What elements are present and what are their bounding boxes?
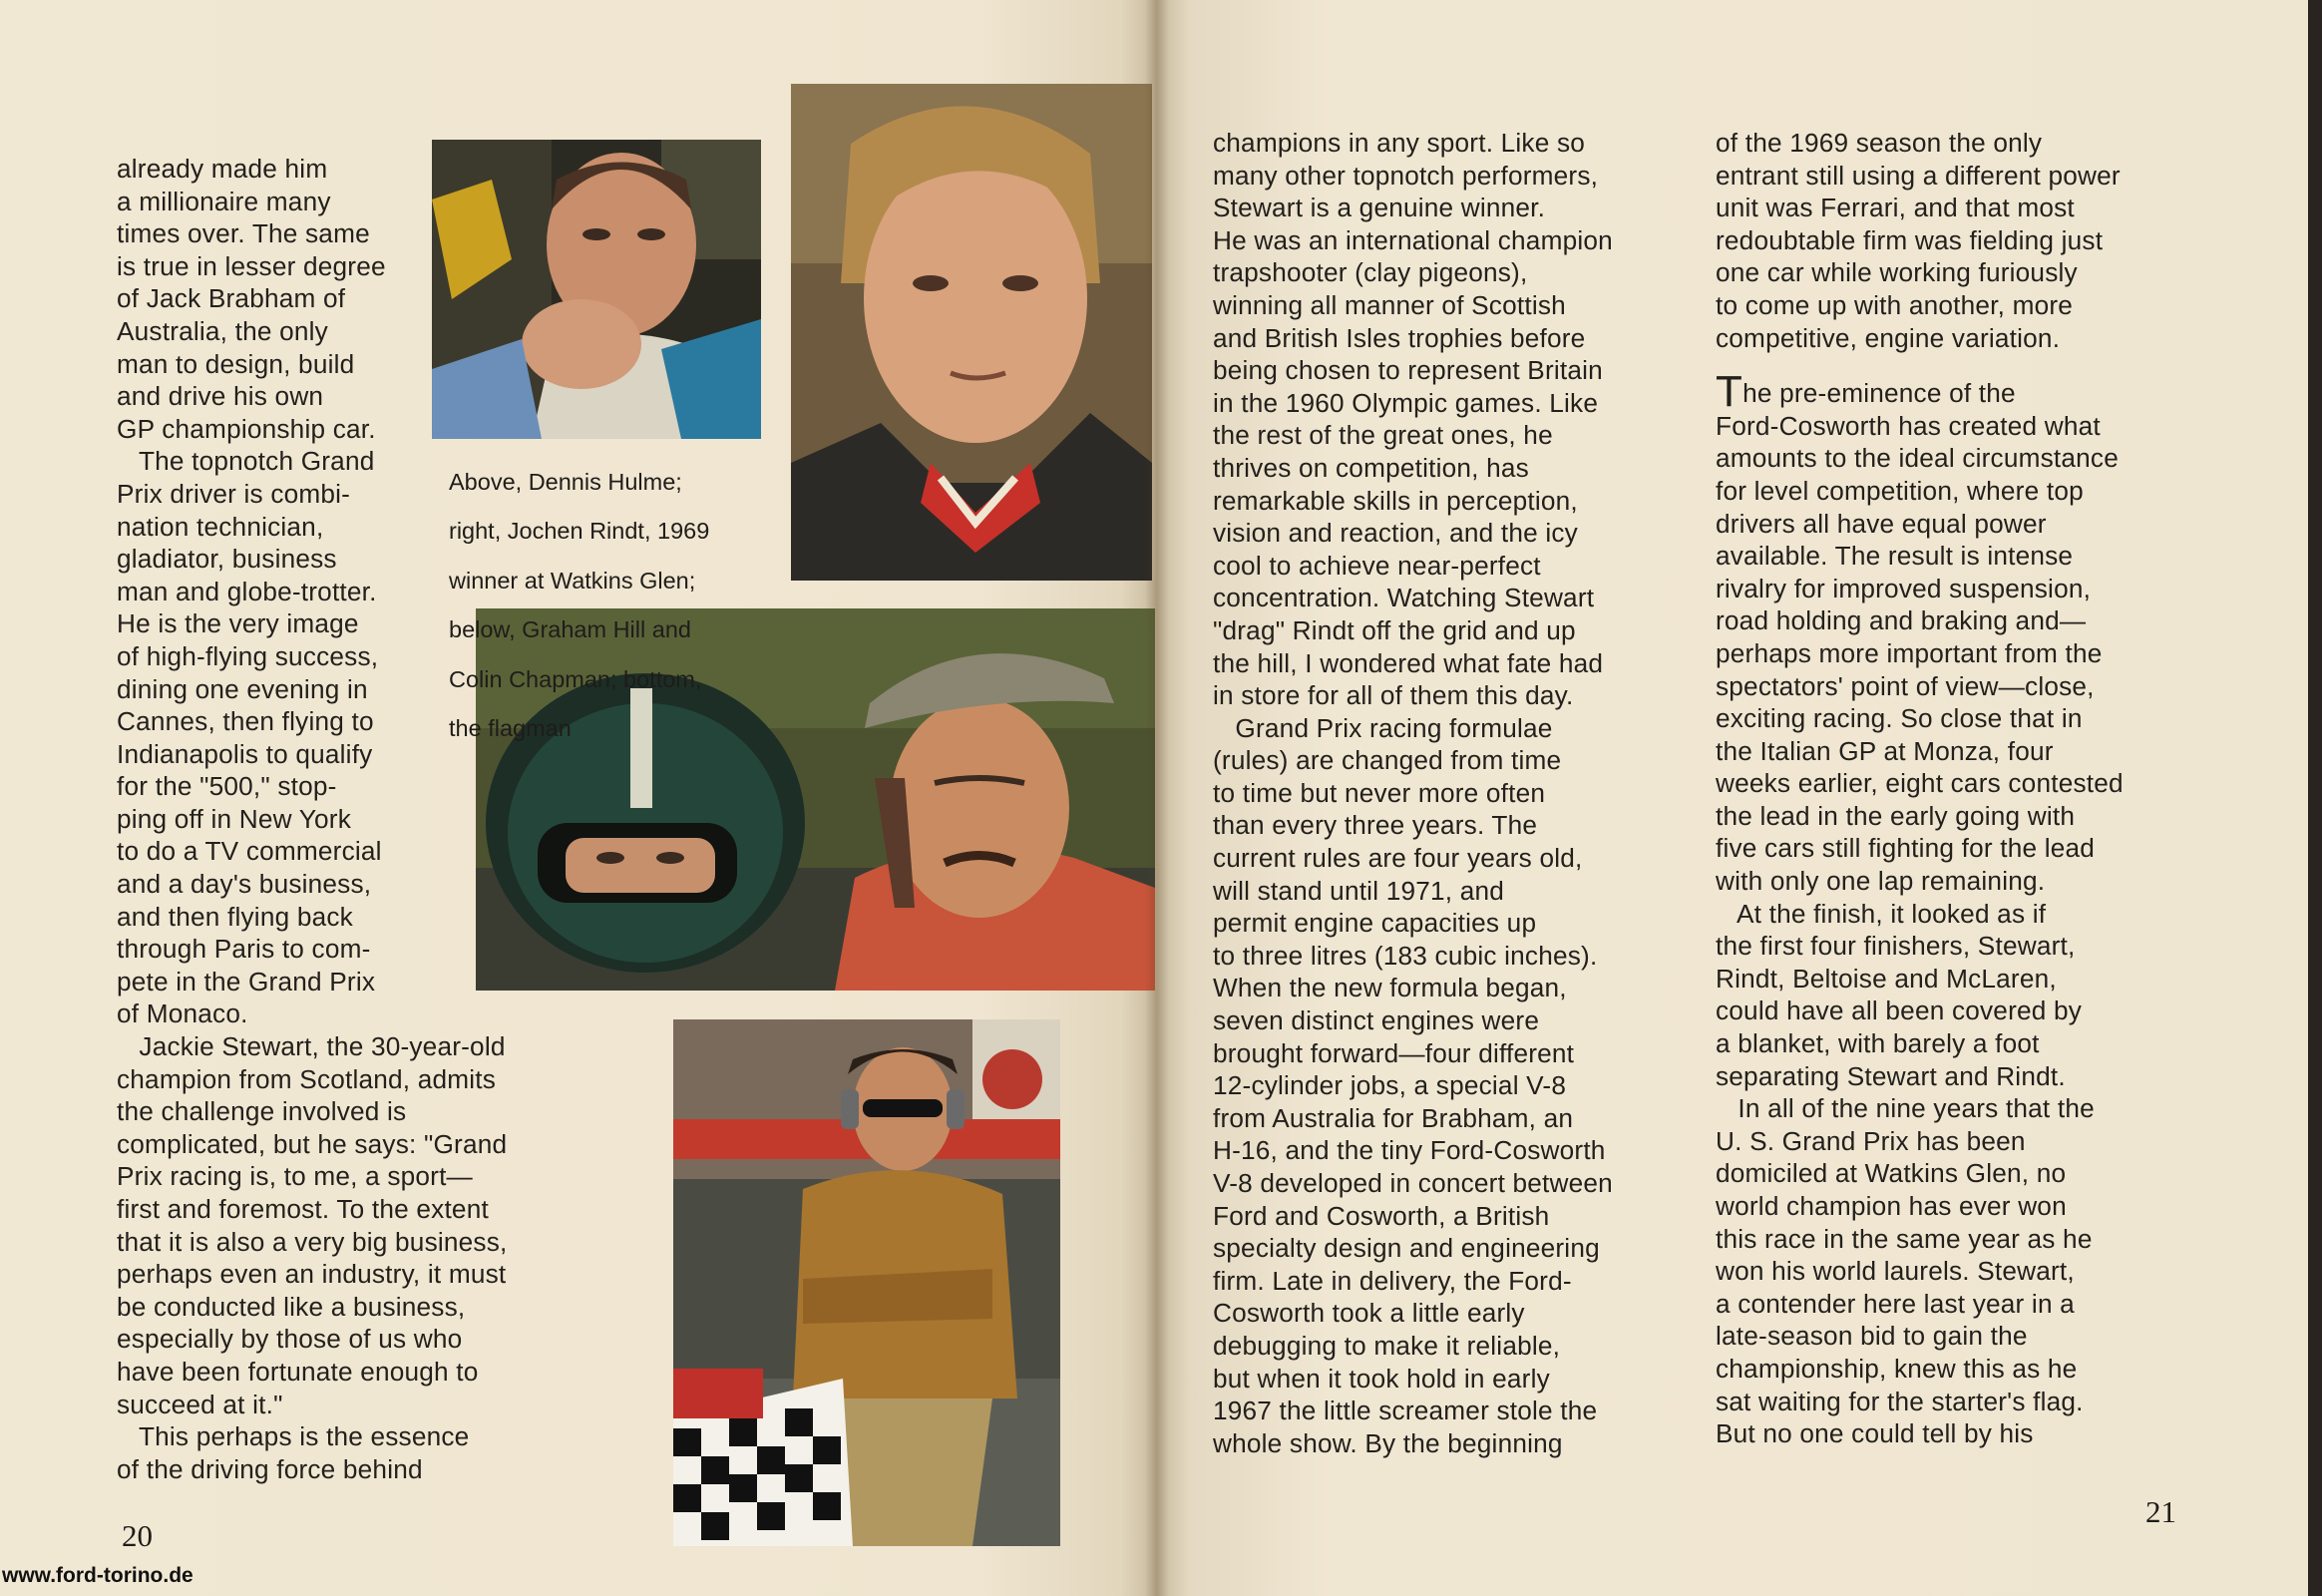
caption-line: below, Graham Hill and — [449, 616, 691, 642]
text-line: man and globe-trotter. — [117, 576, 377, 606]
text-line: This perhaps is the essence — [117, 1421, 470, 1452]
text-line: Grand Prix racing formulae — [1213, 712, 1553, 743]
text-line: perhaps more important from the — [1716, 637, 2103, 668]
text-line: Prix driver is combi- — [117, 478, 351, 509]
text-line: the rest of the great ones, he — [1213, 420, 1553, 451]
text-line: the hill, I wondered what fate had — [1213, 647, 1604, 678]
caption-line: Above, Dennis Hulme; — [449, 468, 682, 495]
right-page-text-column-1 — [1213, 127, 1692, 1459]
caption-line: the flagman — [449, 715, 572, 741]
text-line: of the driving force behind — [117, 1453, 423, 1484]
text-line: to time but never more often — [1213, 777, 1546, 808]
text-line: At the finish, it looked as if — [1716, 898, 2047, 929]
text-line: times over. The same — [117, 218, 370, 249]
text-line: Stewart is a genuine winner. — [1213, 193, 1546, 223]
text-line: entrant still using a different power — [1716, 160, 2121, 191]
text-line: that it is also a very big business, — [117, 1226, 508, 1257]
text-line: Ford-Cosworth has created what — [1716, 410, 2101, 441]
text-line: champions in any sport. Like so — [1213, 128, 1586, 158]
text-line: Cannes, then flying to — [117, 706, 374, 737]
text-line: concentration. Watching Stewart — [1213, 583, 1595, 613]
text-line: In all of the nine years that the — [1716, 1093, 2095, 1124]
text-line: in the 1960 Olympic games. Like — [1213, 387, 1599, 418]
text-line: 1967 the little screamer stole the — [1213, 1396, 1598, 1426]
text-line: world champion has ever won — [1716, 1191, 2067, 1221]
text-line: won his world laurels. Stewart, — [1716, 1256, 2075, 1287]
text-line: specialty design and engineering — [1213, 1233, 1600, 1264]
caption-line: right, Jochen Rindt, 1969 — [449, 518, 710, 544]
text-line: for level competition, where top — [1716, 475, 2084, 506]
text-line: Australia, the only — [117, 315, 328, 346]
text-line: with only one lap remaining. — [1716, 866, 2046, 897]
text-line: already made him — [117, 154, 328, 184]
text-line: Ford and Cosworth, a British — [1213, 1200, 1550, 1231]
text-line: a blanket, with barely a foot — [1716, 1028, 2040, 1059]
text-line: unit was Ferrari, and that most — [1716, 193, 2075, 223]
text-line: late-season bid to gain the — [1716, 1321, 2028, 1352]
column2-opening-paragraph — [1716, 127, 2214, 354]
text-line: seven distinct engines were — [1213, 1005, 1540, 1036]
text-line: rivalry for improved suspension, — [1716, 573, 2092, 603]
text-line: Indianapolis to qualify — [117, 738, 373, 769]
text-line: firm. Late in delivery, the Ford- — [1213, 1265, 1572, 1296]
text-line: and drive his own — [117, 381, 324, 412]
text-line: domiciled at Watkins Glen, no — [1716, 1158, 2067, 1189]
text-line: vision and reaction, and the icy — [1213, 518, 1578, 549]
text-line: U. S. Grand Prix has been — [1716, 1125, 2026, 1156]
text-line: this race in the same year as he — [1716, 1223, 2093, 1254]
text-line: first and foremost. To the extent — [117, 1194, 489, 1224]
text-line: man to design, build — [117, 348, 355, 379]
text-line: nation technician, — [117, 511, 324, 542]
text-line: is true in lesser degree — [117, 250, 386, 281]
text-line: GP championship car. — [117, 413, 376, 444]
text-line: champion from Scotland, admits — [117, 1063, 497, 1094]
text-line: to do a TV commercial — [117, 836, 382, 867]
text-line: a millionaire many — [117, 186, 331, 216]
photo-jochen-rindt — [791, 84, 1152, 581]
photo-flagman — [673, 1019, 1060, 1546]
text-line: ping off in New York — [117, 803, 351, 834]
caption-line: Colin Chapman; bottom, — [449, 665, 702, 692]
text-line: Prix racing is, to me, a sport— — [117, 1161, 473, 1192]
text-line: But no one could tell by his — [1716, 1418, 2034, 1449]
text-line: have been fortunate enough to — [117, 1356, 479, 1387]
text-line: whole show. By the beginning — [1213, 1427, 1563, 1458]
scan-edge — [2308, 0, 2322, 1596]
text-line: available. The result is intense — [1716, 541, 2074, 572]
text-line: exciting racing. So close that in — [1716, 703, 2083, 734]
text-line: of Jack Brabham of — [117, 283, 346, 314]
text-line: and then flying back — [117, 901, 353, 932]
page-number-left: 20 — [122, 1518, 153, 1553]
text-line: trapshooter (clay pigeons), — [1213, 257, 1528, 288]
text-line: one car while working furiously — [1716, 257, 2078, 288]
right-page — [1155, 0, 2322, 1596]
text-line: to come up with another, more — [1716, 289, 2074, 320]
text-line: V-8 developed in concert between — [1213, 1168, 1613, 1198]
text-line: Jackie Stewart, the 30-year-old — [117, 1031, 506, 1062]
dropcap-line-rest: he pre-eminence of the — [1742, 378, 2016, 409]
text-line: thrives on competition, has — [1213, 452, 1529, 483]
text-line: When the new formula began, — [1213, 973, 1567, 1003]
text-line: spectators' point of view—close, — [1716, 670, 2095, 701]
text-line: H-16, and the tiny Ford-Cosworth — [1213, 1135, 1606, 1166]
dropcap-paragraph-start — [1716, 367, 2214, 417]
text-line: of high-flying success, — [117, 640, 379, 671]
text-line: separating Stewart and Rindt. — [1716, 1060, 2066, 1091]
text-line: will stand until 1971, and — [1213, 875, 1504, 906]
text-line: gladiator, business — [117, 544, 337, 575]
column2-body — [1716, 410, 2214, 1450]
text-line: brought forward—four different — [1213, 1037, 1575, 1068]
text-line: "drag" Rindt off the grid and up — [1213, 614, 1576, 645]
text-line: being chosen to represent Britain — [1213, 355, 1603, 386]
text-line: five cars still fighting for the lead — [1716, 833, 2096, 864]
text-line: He was an international champion — [1213, 224, 1613, 255]
text-line: but when it took hold in early — [1213, 1363, 1550, 1394]
text-line: sat waiting for the starter's flag. — [1716, 1386, 2084, 1416]
left-page — [0, 0, 1155, 1596]
text-line: winning all manner of Scottish — [1213, 289, 1566, 320]
text-line: dining one evening in — [117, 673, 368, 704]
text-line: current rules are four years old, — [1213, 843, 1583, 874]
text-line: than every three years. The — [1213, 810, 1538, 841]
text-line: road holding and braking and— — [1716, 605, 2087, 636]
text-line: competitive, engine variation. — [1716, 322, 2061, 353]
text-line: and a day's business, — [117, 869, 372, 900]
text-line: complicated, but he says: "Grand — [117, 1128, 508, 1159]
text-line: succeed at it." — [117, 1389, 283, 1419]
left-page-text-column — [117, 153, 675, 1485]
text-line: pete in the Grand Prix — [117, 966, 376, 997]
text-line: be conducted like a business, — [117, 1291, 466, 1322]
text-line: the Italian GP at Monza, four — [1716, 735, 2054, 766]
text-line: permit engine capacities up — [1213, 908, 1537, 939]
text-line: the first four finishers, Stewart, — [1716, 931, 2076, 962]
text-line: debugging to make it reliable, — [1213, 1330, 1561, 1361]
text-line: championship, knew this as he — [1716, 1353, 2078, 1384]
page-gutter — [1145, 0, 1169, 1596]
text-line: The topnotch Grand — [117, 446, 375, 477]
text-line: weeks earlier, eight cars contested — [1716, 768, 2124, 799]
text-line: especially by those of us who — [117, 1324, 463, 1355]
text-line: perhaps even an industry, it must — [117, 1259, 507, 1290]
text-line: to three litres (183 cubic inches). — [1213, 940, 1598, 971]
text-line: amounts to the ideal circumstance — [1716, 443, 2119, 474]
text-line: in store for all of them this day. — [1213, 680, 1574, 711]
photo-caption — [449, 445, 766, 765]
right-page-text-column-2 — [1716, 127, 2214, 1450]
text-line: redoubtable firm was fielding just — [1716, 224, 2104, 255]
caption-line: winner at Watkins Glen; — [449, 567, 696, 594]
text-line: from Australia for Brabham, an — [1213, 1102, 1574, 1133]
text-line: and British Isles trophies before — [1213, 322, 1586, 353]
text-line: drivers all have equal power — [1716, 508, 2047, 539]
text-line: the lead in the early going with — [1716, 800, 2076, 831]
text-line: of Monaco. — [117, 998, 248, 1029]
dropcap-letter: T — [1716, 367, 1743, 417]
text-line: (rules) are changed from time — [1213, 745, 1562, 776]
text-line: 12-cylinder jobs, a special V-8 — [1213, 1070, 1567, 1101]
text-line: many other topnotch performers, — [1213, 160, 1599, 191]
text-line: Rindt, Beltoise and McLaren, — [1716, 963, 2057, 994]
checkered-flag — [673, 1369, 853, 1546]
text-line: cool to achieve near-perfect — [1213, 550, 1541, 581]
text-line: Cosworth took a little early — [1213, 1298, 1525, 1329]
text-line: for the "500," stop- — [117, 771, 337, 802]
text-line: through Paris to com- — [117, 934, 371, 965]
text-line: could have all been covered by — [1716, 996, 2083, 1026]
text-line: He is the very image — [117, 608, 359, 639]
text-line: of the 1969 season the only — [1716, 128, 2043, 158]
text-line: remarkable skills in perception, — [1213, 485, 1578, 516]
text-line: the challenge involved is — [117, 1096, 407, 1127]
page-number-right: 21 — [2145, 1494, 2176, 1529]
watermark-url: www.ford-torino.de — [2, 1564, 194, 1587]
text-line: a contender here last year in a — [1716, 1288, 2075, 1319]
